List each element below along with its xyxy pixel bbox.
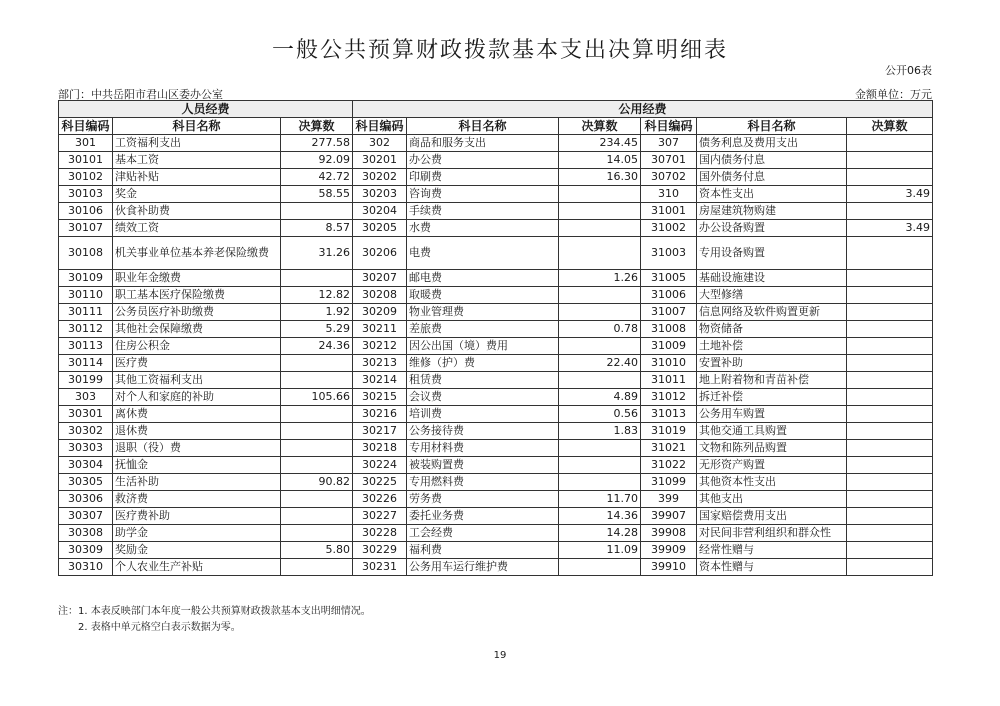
- table-row: [59, 372, 933, 389]
- table-row: [59, 304, 933, 321]
- table-cell-amount: [847, 169, 933, 186]
- table-cell-code: 39910: [641, 559, 697, 576]
- table-cell-code: 30310: [59, 559, 113, 576]
- table-row: [59, 542, 933, 559]
- table-cell-amount: 1.92: [281, 304, 353, 321]
- table-row: [59, 203, 933, 220]
- table-row: [59, 287, 933, 304]
- table-row: [59, 169, 933, 186]
- table-cell-code: 30211: [353, 321, 407, 338]
- table-cell-name: 因公出国（境）费用: [407, 338, 559, 355]
- footnote: 2. 表格中单元格空白表示数据为零。: [78, 622, 241, 633]
- header-name: 科目名称: [407, 118, 559, 135]
- table-row: [59, 440, 933, 457]
- table-cell-name: 物业管理费: [407, 304, 559, 321]
- table-cell-amount: [847, 542, 933, 559]
- unit-label: 金额单位：万元: [855, 88, 932, 101]
- table-cell-amount: [281, 355, 353, 372]
- table-cell-code: 30226: [353, 491, 407, 508]
- table-cell-name: 地上附着物和青苗补偿: [697, 372, 847, 389]
- table-cell-code: 30212: [353, 338, 407, 355]
- table-cell-amount: [559, 220, 641, 237]
- table-cell-code: 310: [641, 186, 697, 203]
- table-cell-code: 30307: [59, 508, 113, 525]
- table-cell-name: 专用设备购置: [697, 237, 847, 270]
- table-cell-name: 资本性支出: [697, 186, 847, 203]
- table-cell-name: 基础设施建设: [697, 270, 847, 287]
- table-row: [59, 237, 933, 270]
- table-cell-amount: 3.49: [847, 220, 933, 237]
- table-cell-code: 30207: [353, 270, 407, 287]
- table-cell-code: 30214: [353, 372, 407, 389]
- table-cell-code: 31022: [641, 457, 697, 474]
- table-cell-code: 30217: [353, 423, 407, 440]
- table-cell-amount: [847, 406, 933, 423]
- table-cell-name: 基本工资: [113, 152, 281, 169]
- table-cell-code: 39908: [641, 525, 697, 542]
- table-cell-amount: [559, 440, 641, 457]
- table-row: [59, 457, 933, 474]
- table-cell-code: 30302: [59, 423, 113, 440]
- table-cell-amount: [847, 440, 933, 457]
- table-cell-amount: [847, 203, 933, 220]
- table-cell-name: 专用燃料费: [407, 474, 559, 491]
- table-cell-code: 31005: [641, 270, 697, 287]
- table-cell-amount: [559, 304, 641, 321]
- table-cell-amount: 14.05: [559, 152, 641, 169]
- table-cell-code: 30228: [353, 525, 407, 542]
- table-cell-amount: 12.82: [281, 287, 353, 304]
- header-amount: 决算数: [847, 118, 933, 135]
- table-row: [59, 406, 933, 423]
- table-cell-amount: [281, 203, 353, 220]
- header-name: 科目名称: [697, 118, 847, 135]
- table-row: [59, 338, 933, 355]
- table-cell-code: 31012: [641, 389, 697, 406]
- table-cell-amount: [847, 355, 933, 372]
- table-cell-code: 30215: [353, 389, 407, 406]
- header-amount: 决算数: [281, 118, 353, 135]
- table-cell-name: 办公设备购置: [697, 220, 847, 237]
- table-cell-code: 31007: [641, 304, 697, 321]
- table-cell-name: 绩效工资: [113, 220, 281, 237]
- table-cell-amount: [559, 287, 641, 304]
- table-cell-amount: 105.66: [281, 389, 353, 406]
- table-cell-amount: 5.80: [281, 542, 353, 559]
- table-cell-code: 31021: [641, 440, 697, 457]
- table-cell-name: 咨询费: [407, 186, 559, 203]
- table-cell-name: 公务用车购置: [697, 406, 847, 423]
- table-cell-name: 信息网络及软件购置更新: [697, 304, 847, 321]
- table-cell-amount: [847, 508, 933, 525]
- table-cell-name: 经常性赠与: [697, 542, 847, 559]
- table-cell-code: 30103: [59, 186, 113, 203]
- table-row: [59, 474, 933, 491]
- table-cell-code: 30301: [59, 406, 113, 423]
- table-cell-name: 大型修缮: [697, 287, 847, 304]
- table-cell-code: 30113: [59, 338, 113, 355]
- table-cell-code: 31011: [641, 372, 697, 389]
- table-cell-name: 无形资产购置: [697, 457, 847, 474]
- table-row: [59, 220, 933, 237]
- table-cell-amount: [559, 474, 641, 491]
- table-cell-name: 会议费: [407, 389, 559, 406]
- table-cell-name: 国外债务付息: [697, 169, 847, 186]
- table-cell-name: 手续费: [407, 203, 559, 220]
- table-cell-name: 物资储备: [697, 321, 847, 338]
- group-personnel: 人员经费: [59, 101, 353, 118]
- table-cell-code: 30201: [353, 152, 407, 169]
- table-cell-amount: 58.55: [281, 186, 353, 203]
- table-cell-code: 301: [59, 135, 113, 152]
- table-cell-amount: 277.58: [281, 135, 353, 152]
- table-row: [59, 525, 933, 542]
- table-cell-name: 职业年金缴费: [113, 270, 281, 287]
- table-cell-code: 30304: [59, 457, 113, 474]
- header-amount: 决算数: [559, 118, 641, 135]
- footnotes: [58, 604, 371, 636]
- table-cell-code: 30202: [353, 169, 407, 186]
- table-row: [59, 152, 933, 169]
- table-row: [59, 186, 933, 203]
- table-cell-amount: [559, 457, 641, 474]
- table-cell-name: 医疗费补助: [113, 508, 281, 525]
- table-cell-amount: [847, 474, 933, 491]
- table-cell-amount: 16.30: [559, 169, 641, 186]
- table-cell-name: 机关事业单位基本养老保险缴费: [113, 237, 281, 270]
- table-cell-name: 其他工资福利支出: [113, 372, 281, 389]
- table-cell-code: 30204: [353, 203, 407, 220]
- table-cell-code: 31099: [641, 474, 697, 491]
- table-cell-code: 30102: [59, 169, 113, 186]
- table-cell-name: 医疗费: [113, 355, 281, 372]
- table-cell-amount: [281, 508, 353, 525]
- table-cell-name: 生活补助: [113, 474, 281, 491]
- table-cell-name: 个人农业生产补贴: [113, 559, 281, 576]
- table-code: 公开06表: [885, 64, 932, 77]
- table-cell-code: 303: [59, 389, 113, 406]
- table-cell-name: 退职（役）费: [113, 440, 281, 457]
- table-cell-code: 307: [641, 135, 697, 152]
- table-cell-amount: [281, 270, 353, 287]
- table-cell-amount: [847, 287, 933, 304]
- table-cell-name: 奖励金: [113, 542, 281, 559]
- table-cell-amount: [281, 372, 353, 389]
- table-cell-name: 商品和服务支出: [407, 135, 559, 152]
- table-cell-amount: 90.82: [281, 474, 353, 491]
- table-cell-amount: [281, 559, 353, 576]
- table-cell-code: 31013: [641, 406, 697, 423]
- table-cell-code: 30309: [59, 542, 113, 559]
- table-cell-code: 30225: [353, 474, 407, 491]
- table-cell-amount: [559, 237, 641, 270]
- table-cell-code: 31009: [641, 338, 697, 355]
- table-cell-name: 邮电费: [407, 270, 559, 287]
- table-cell-name: 其他支出: [697, 491, 847, 508]
- table-cell-name: 救济费: [113, 491, 281, 508]
- table-cell-name: 取暖费: [407, 287, 559, 304]
- table-cell-code: 30114: [59, 355, 113, 372]
- table-cell-name: 拆迁补偿: [697, 389, 847, 406]
- table-cell-name: 工会经费: [407, 525, 559, 542]
- table-cell-amount: [559, 372, 641, 389]
- table-cell-name: 伙食补助费: [113, 203, 281, 220]
- table-cell-code: 30218: [353, 440, 407, 457]
- table-cell-code: 31002: [641, 220, 697, 237]
- table-cell-code: 31010: [641, 355, 697, 372]
- table-cell-name: 被装购置费: [407, 457, 559, 474]
- header-name: 科目名称: [113, 118, 281, 135]
- footnote: 注：1. 本表反映部门本年度一般公共预算财政拨款基本支出明细情况。: [58, 606, 371, 617]
- table-cell-code: 30229: [353, 542, 407, 559]
- table-cell-amount: 14.36: [559, 508, 641, 525]
- table-cell-amount: [559, 338, 641, 355]
- table-cell-name: 专用材料费: [407, 440, 559, 457]
- table-cell-amount: 4.89: [559, 389, 641, 406]
- table-row: [59, 321, 933, 338]
- table-cell-code: 399: [641, 491, 697, 508]
- table-cell-name: 国家赔偿费用支出: [697, 508, 847, 525]
- table-cell-code: 30702: [641, 169, 697, 186]
- table-cell-amount: [847, 491, 933, 508]
- table-cell-amount: [281, 406, 353, 423]
- table-cell-code: 31008: [641, 321, 697, 338]
- table-cell-name: 印刷费: [407, 169, 559, 186]
- table-cell-amount: 234.45: [559, 135, 641, 152]
- table-cell-name: 对民间非营利组织和群众性: [697, 525, 847, 542]
- department-label: 部门：中共岳阳市君山区委办公室: [58, 88, 223, 101]
- table-cell-amount: 1.26: [559, 270, 641, 287]
- table-cell-name: 房屋建筑物购建: [697, 203, 847, 220]
- table-cell-amount: [847, 270, 933, 287]
- table-cell-name: 津贴补贴: [113, 169, 281, 186]
- table-row: [59, 491, 933, 508]
- table-row: [59, 423, 933, 440]
- table-cell-amount: 31.26: [281, 237, 353, 270]
- table-cell-code: 30227: [353, 508, 407, 525]
- table-row: [59, 559, 933, 576]
- table-row: [59, 389, 933, 406]
- table-cell-code: 30106: [59, 203, 113, 220]
- table-cell-name: 办公费: [407, 152, 559, 169]
- table-cell-name: 培训费: [407, 406, 559, 423]
- table-cell-amount: 5.29: [281, 321, 353, 338]
- table-cell-amount: 0.56: [559, 406, 641, 423]
- table-cell-name: 电费: [407, 237, 559, 270]
- table-cell-name: 对个人和家庭的补助: [113, 389, 281, 406]
- table-cell-name: 其他社会保障缴费: [113, 321, 281, 338]
- table-cell-code: 39909: [641, 542, 697, 559]
- table-cell-name: 公务员医疗补助缴费: [113, 304, 281, 321]
- table-cell-name: 差旅费: [407, 321, 559, 338]
- table-cell-code: 30206: [353, 237, 407, 270]
- table-cell-name: 公务用车运行维护费: [407, 559, 559, 576]
- table-cell-amount: 22.40: [559, 355, 641, 372]
- table-cell-amount: 92.09: [281, 152, 353, 169]
- table-cell-code: 31019: [641, 423, 697, 440]
- table-cell-amount: [281, 423, 353, 440]
- table-cell-amount: 42.72: [281, 169, 353, 186]
- header-code: 科目编码: [59, 118, 113, 135]
- table-cell-code: 30701: [641, 152, 697, 169]
- table-cell-name: 工资福利支出: [113, 135, 281, 152]
- table-cell-name: 其他交通工具购置: [697, 423, 847, 440]
- table-cell-amount: [847, 152, 933, 169]
- page-number: 19: [493, 650, 507, 661]
- table-cell-code: 302: [353, 135, 407, 152]
- table-cell-amount: [847, 135, 933, 152]
- table-cell-amount: [847, 457, 933, 474]
- table-cell-code: 30108: [59, 237, 113, 270]
- table-cell-amount: [559, 203, 641, 220]
- table-cell-name: 债务利息及费用支出: [697, 135, 847, 152]
- table-cell-code: 30110: [59, 287, 113, 304]
- table-row: [59, 270, 933, 287]
- table-cell-amount: [847, 321, 933, 338]
- table-cell-amount: [847, 372, 933, 389]
- table-cell-amount: [847, 559, 933, 576]
- table-cell-code: 39907: [641, 508, 697, 525]
- table-cell-name: 国内债务付息: [697, 152, 847, 169]
- table-cell-name: 水费: [407, 220, 559, 237]
- table-cell-code: 30213: [353, 355, 407, 372]
- table-cell-code: 30205: [353, 220, 407, 237]
- table-cell-amount: [847, 338, 933, 355]
- table-cell-name: 委托业务费: [407, 508, 559, 525]
- table-cell-code: 30203: [353, 186, 407, 203]
- table-cell-code: 30208: [353, 287, 407, 304]
- table-cell-name: 其他资本性支出: [697, 474, 847, 491]
- table-cell-amount: [559, 559, 641, 576]
- table-cell-name: 资本性赠与: [697, 559, 847, 576]
- table-row: [59, 135, 933, 152]
- table-cell-code: 31006: [641, 287, 697, 304]
- table-cell-name: 奖金: [113, 186, 281, 203]
- table-cell-code: 30306: [59, 491, 113, 508]
- header-code: 科目编码: [641, 118, 697, 135]
- table-cell-name: 劳务费: [407, 491, 559, 508]
- table-cell-code: 30209: [353, 304, 407, 321]
- table-cell-amount: 0.78: [559, 321, 641, 338]
- table-cell-name: 租赁费: [407, 372, 559, 389]
- header-code: 科目编码: [353, 118, 407, 135]
- table-cell-name: 维修（护）费: [407, 355, 559, 372]
- table-cell-amount: [281, 525, 353, 542]
- table-cell-amount: [559, 186, 641, 203]
- table-cell-amount: [281, 457, 353, 474]
- table-cell-code: 30216: [353, 406, 407, 423]
- table-cell-amount: [847, 423, 933, 440]
- table-cell-code: 30231: [353, 559, 407, 576]
- table-cell-code: 31001: [641, 203, 697, 220]
- table-cell-amount: [281, 440, 353, 457]
- table-cell-amount: 24.36: [281, 338, 353, 355]
- table-cell-code: 31003: [641, 237, 697, 270]
- table-cell-name: 福利费: [407, 542, 559, 559]
- table-cell-amount: [847, 237, 933, 270]
- table-cell-amount: [847, 389, 933, 406]
- table-cell-amount: [847, 525, 933, 542]
- group-public: 公用经费: [353, 101, 933, 118]
- table-cell-code: 30109: [59, 270, 113, 287]
- table-cell-code: 30224: [353, 457, 407, 474]
- page-title: 一般公共预算财政拨款基本支出决算明细表: [271, 38, 728, 63]
- table-cell-name: 安置补助: [697, 355, 847, 372]
- table-row: [59, 508, 933, 525]
- table-cell-code: 30308: [59, 525, 113, 542]
- table-cell-code: 30101: [59, 152, 113, 169]
- table-cell-name: 文物和陈列品购置: [697, 440, 847, 457]
- table-row: [59, 355, 933, 372]
- table-cell-code: 30303: [59, 440, 113, 457]
- table-cell-name: 抚恤金: [113, 457, 281, 474]
- table-cell-code: 30305: [59, 474, 113, 491]
- table-cell-code: 30199: [59, 372, 113, 389]
- table-cell-code: 30107: [59, 220, 113, 237]
- table-cell-amount: [847, 304, 933, 321]
- expenditure-table: [58, 100, 933, 576]
- table-cell-amount: 3.49: [847, 186, 933, 203]
- table-cell-amount: 11.09: [559, 542, 641, 559]
- table-cell-name: 土地补偿: [697, 338, 847, 355]
- table-cell-name: 职工基本医疗保险缴费: [113, 287, 281, 304]
- table-cell-amount: 1.83: [559, 423, 641, 440]
- table-cell-amount: 11.70: [559, 491, 641, 508]
- table-cell-amount: 14.28: [559, 525, 641, 542]
- table-cell-name: 公务接待费: [407, 423, 559, 440]
- table-cell-code: 30112: [59, 321, 113, 338]
- table-cell-code: 30111: [59, 304, 113, 321]
- table-cell-name: 住房公积金: [113, 338, 281, 355]
- table-cell-name: 退休费: [113, 423, 281, 440]
- table-cell-amount: [281, 491, 353, 508]
- table-cell-amount: 8.57: [281, 220, 353, 237]
- table-cell-name: 离休费: [113, 406, 281, 423]
- table-cell-name: 助学金: [113, 525, 281, 542]
